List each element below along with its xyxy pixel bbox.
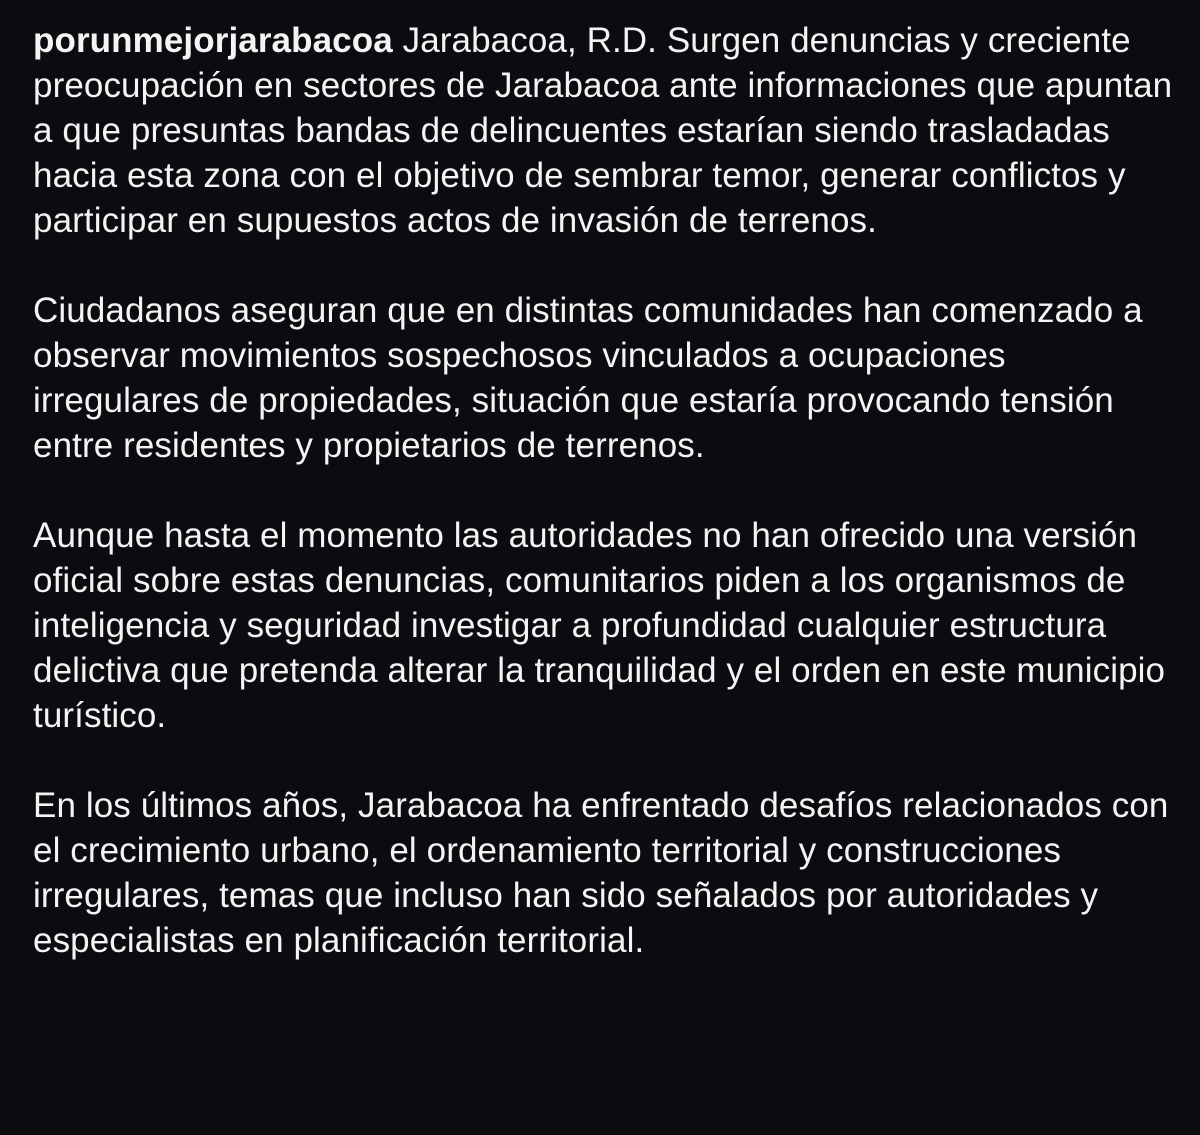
caption-text: Jarabacoa, R.D. Surgen denuncias y creciente preocupación en sectores de Jarabacoa ante informaciones que apuntan a que presuntas bandas de delincuentes estarían siendo trasladadas hacia esta zona con el objetivo de sembrar temor, generar conflictos y participar en supuestos actos de invasión de terrenos. xyxy=(33,21,1173,240)
post-caption xyxy=(33,18,1173,963)
caption-paragraph: En los últimos años, Jarabacoa ha enfrentado desafíos relacionados con el crecimiento urbano, el ordenamiento territorial y construcciones irregulares, temas que incluso han sido señalados por autoridades y especialistas en planificación territorial. xyxy=(33,786,1169,960)
username-link[interactable]: porunmejorjarabacoa xyxy=(33,21,393,60)
caption-paragraph: Ciudadanos aseguran que en distintas comunidades han comenzado a observar movimientos sospechosos vinculados a ocupaciones irregulares de propiedades, situación que estaría provocando tensión entre residentes y propietarios de terrenos. xyxy=(33,291,1143,465)
caption-paragraph: Aunque hasta el momento las autoridades no han ofrecido una versión oficial sobre estas denuncias, comunitarios piden a los organismos de inteligencia y seguridad investigar a profundidad cualquier estructura delictiva que pretenda alterar la tranquilidad y el orden en este municipio turístico. xyxy=(33,516,1166,735)
caption-paragraph xyxy=(33,18,1173,243)
